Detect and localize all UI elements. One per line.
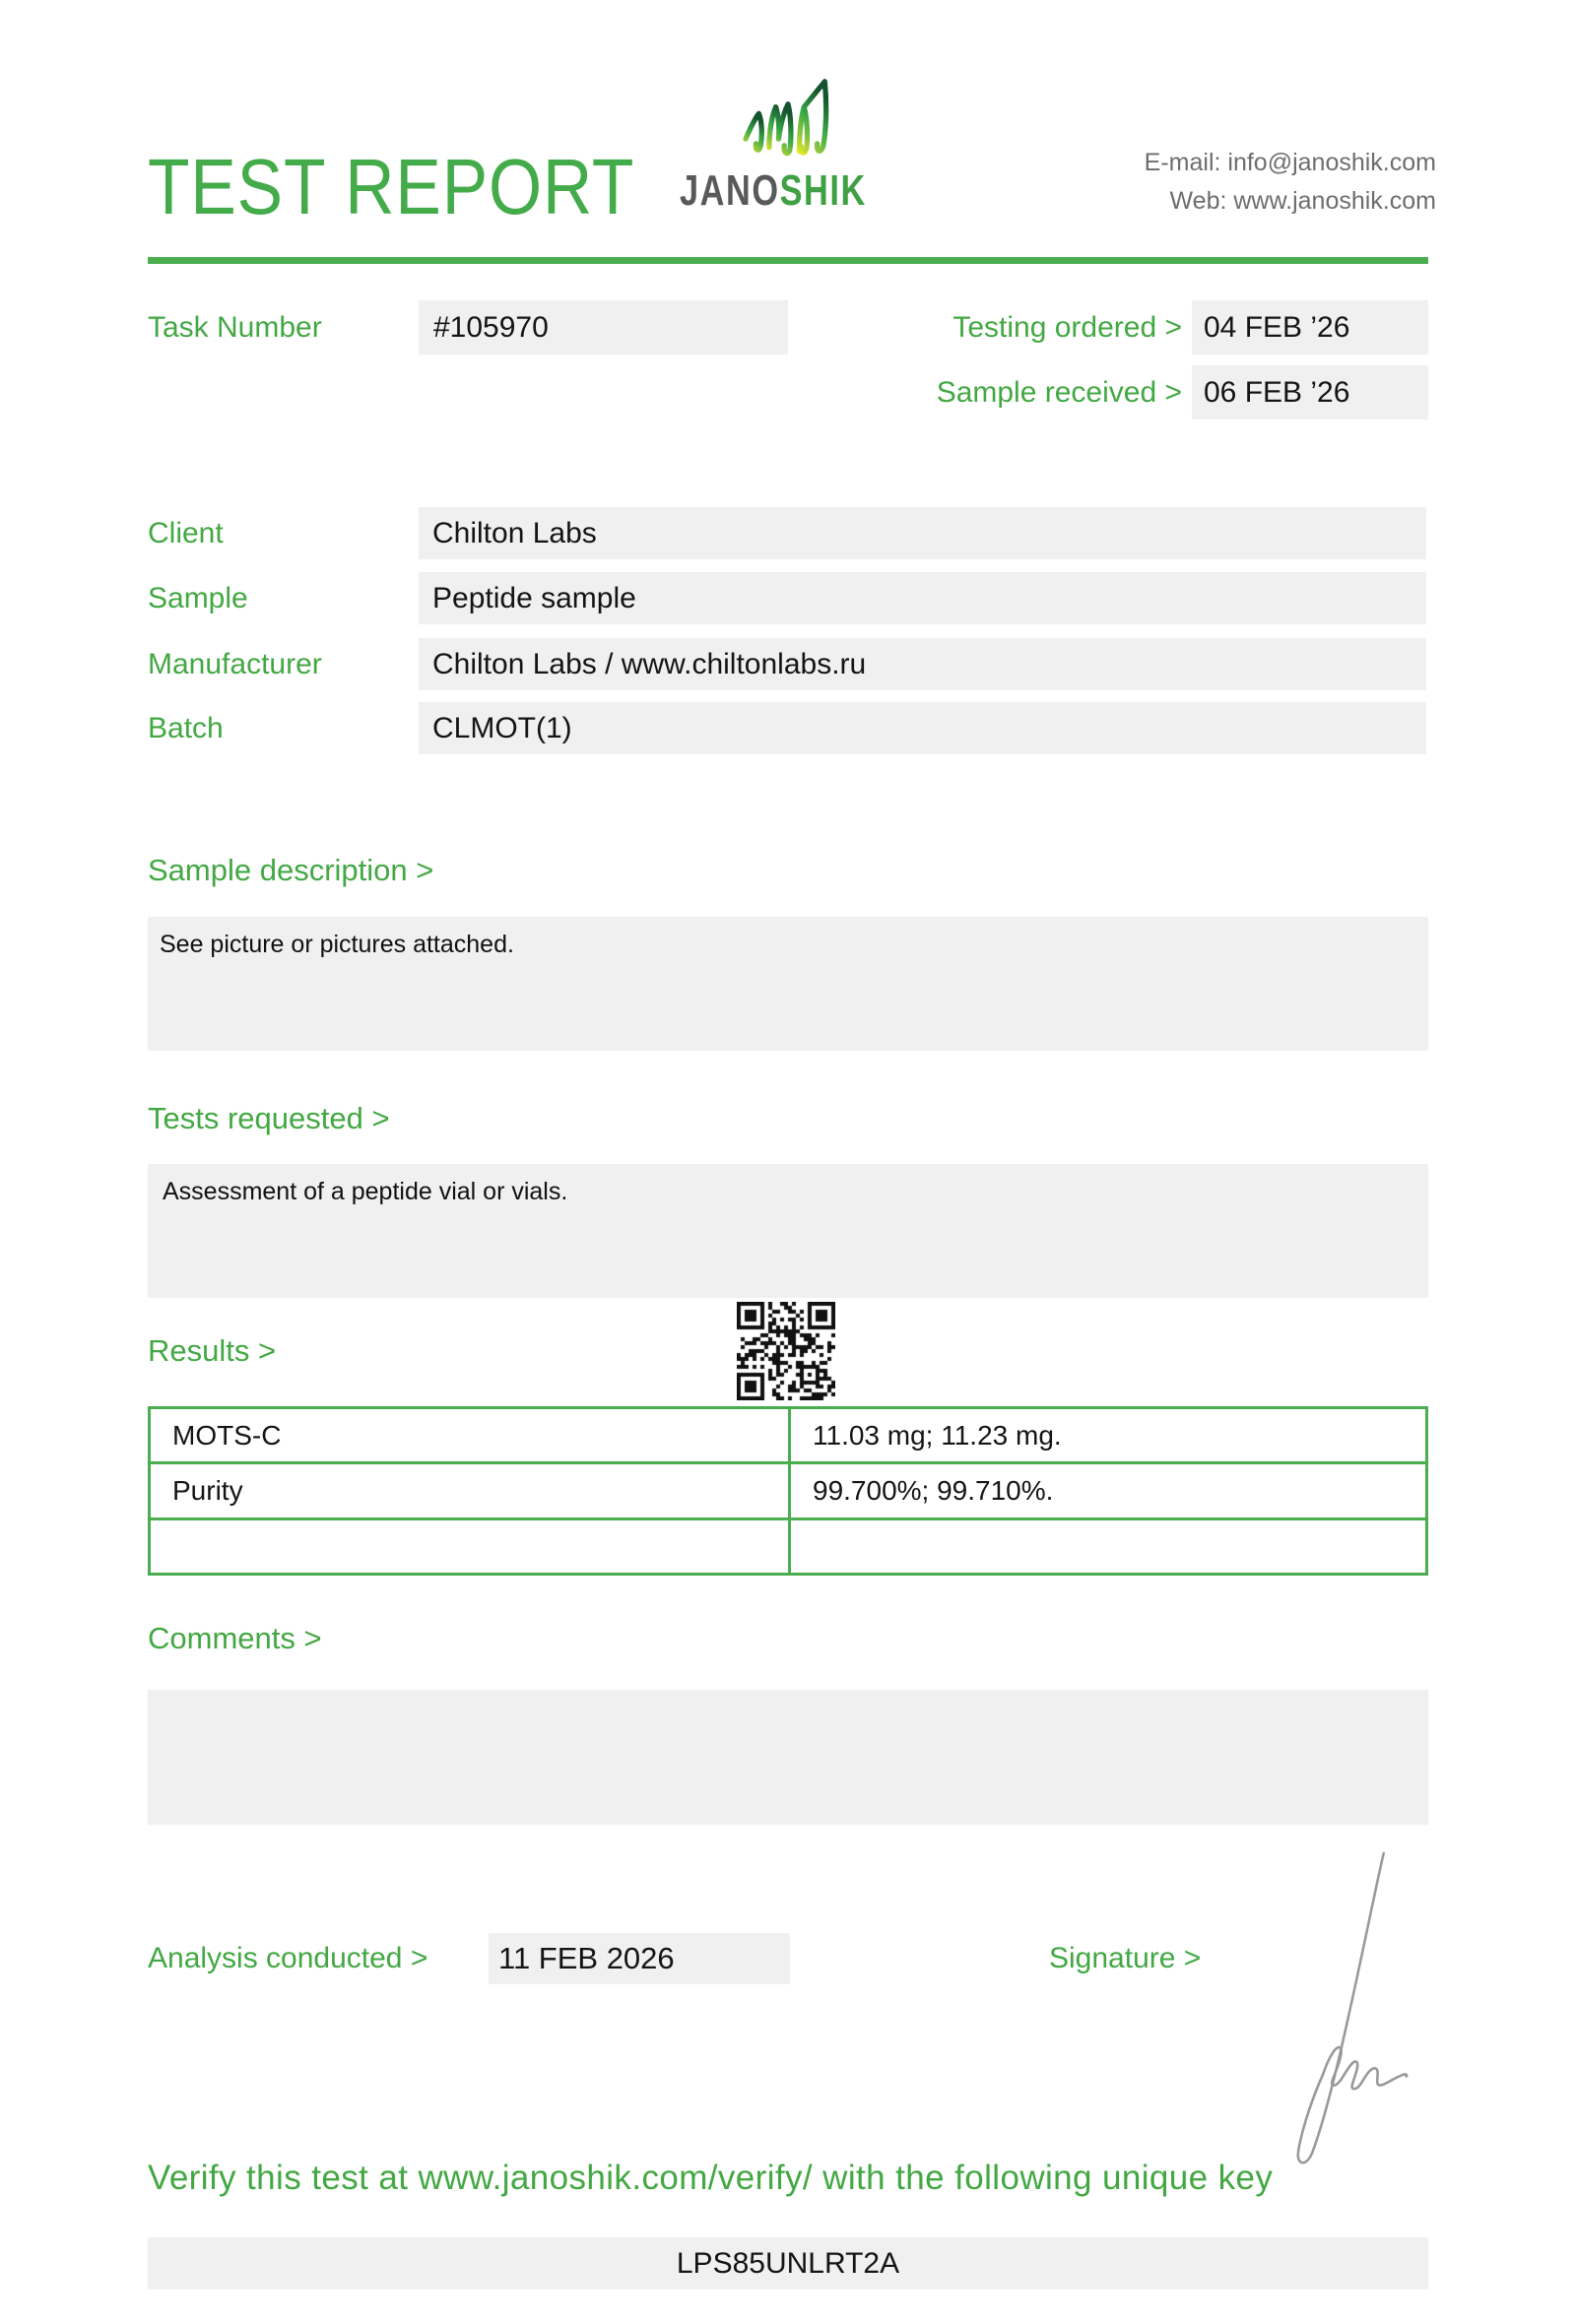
task-number-label: Task Number	[148, 311, 322, 344]
analysis-conducted-label: Analysis conducted >	[148, 1942, 428, 1974]
comments-box	[148, 1690, 1428, 1825]
unique-key-value: LPS85UNLRT2A	[148, 2237, 1428, 2290]
sample-label: Sample	[148, 582, 248, 614]
results-heading: Results >	[148, 1333, 277, 1368]
sample-description-box: See picture or pictures attached.	[148, 917, 1428, 1051]
header-divider	[148, 257, 1428, 264]
verify-text: Verify this test at www.janoshik.com/verify/ with the following unique key	[148, 2159, 1274, 2197]
logo-word-shik: SHIK	[779, 166, 867, 215]
results-table	[148, 1406, 1428, 1576]
contact-email: E-mail: info@janoshik.com	[1144, 149, 1436, 176]
result-value-cell: 11.03 mg; 11.23 mg.	[791, 1409, 1425, 1461]
growth-chart-icon	[741, 77, 835, 163]
result-name-cell	[151, 1520, 788, 1573]
sample-value: Peptide sample	[419, 572, 1426, 624]
tests-requested-heading: Tests requested >	[148, 1101, 390, 1135]
contact-block	[1145, 144, 1436, 221]
testing-ordered-value: 04 FEB ’26	[1192, 300, 1428, 355]
qr-code	[737, 1302, 835, 1400]
batch-label: Batch	[148, 712, 224, 744]
result-name-cell: Purity	[151, 1464, 788, 1517]
client-value: Chilton Labs	[419, 507, 1426, 559]
analysis-conducted-value: 11 FEB 2026	[489, 1933, 790, 1984]
signature-label: Signature >	[1049, 1942, 1202, 1974]
logo-word-jano: JANO	[680, 166, 780, 215]
logo-wordmark	[680, 166, 867, 215]
result-name-cell: MOTS-C	[151, 1409, 788, 1461]
page-title: TEST REPORT	[148, 143, 635, 230]
result-value-cell	[791, 1520, 1425, 1573]
task-number-value: #105970	[419, 300, 788, 355]
contact-web: Web: www.janoshik.com	[1169, 187, 1436, 215]
result-value-cell: 99.700%; 99.710%.	[791, 1464, 1425, 1517]
sample-received-value: 06 FEB ’26	[1192, 365, 1428, 420]
sample-received-label: Sample received >	[936, 376, 1182, 409]
manufacturer-label: Manufacturer	[148, 648, 322, 680]
sample-description-heading: Sample description >	[148, 853, 434, 887]
manufacturer-value: Chilton Labs / www.chiltonlabs.ru	[419, 638, 1426, 690]
signature-image	[1269, 1843, 1416, 2166]
comments-heading: Comments >	[148, 1621, 322, 1655]
client-label: Client	[148, 517, 224, 549]
batch-value: CLMOT(1)	[419, 702, 1426, 754]
testing-ordered-label: Testing ordered >	[952, 311, 1182, 344]
tests-requested-box: Assessment of a peptide vial or vials.	[148, 1164, 1428, 1298]
